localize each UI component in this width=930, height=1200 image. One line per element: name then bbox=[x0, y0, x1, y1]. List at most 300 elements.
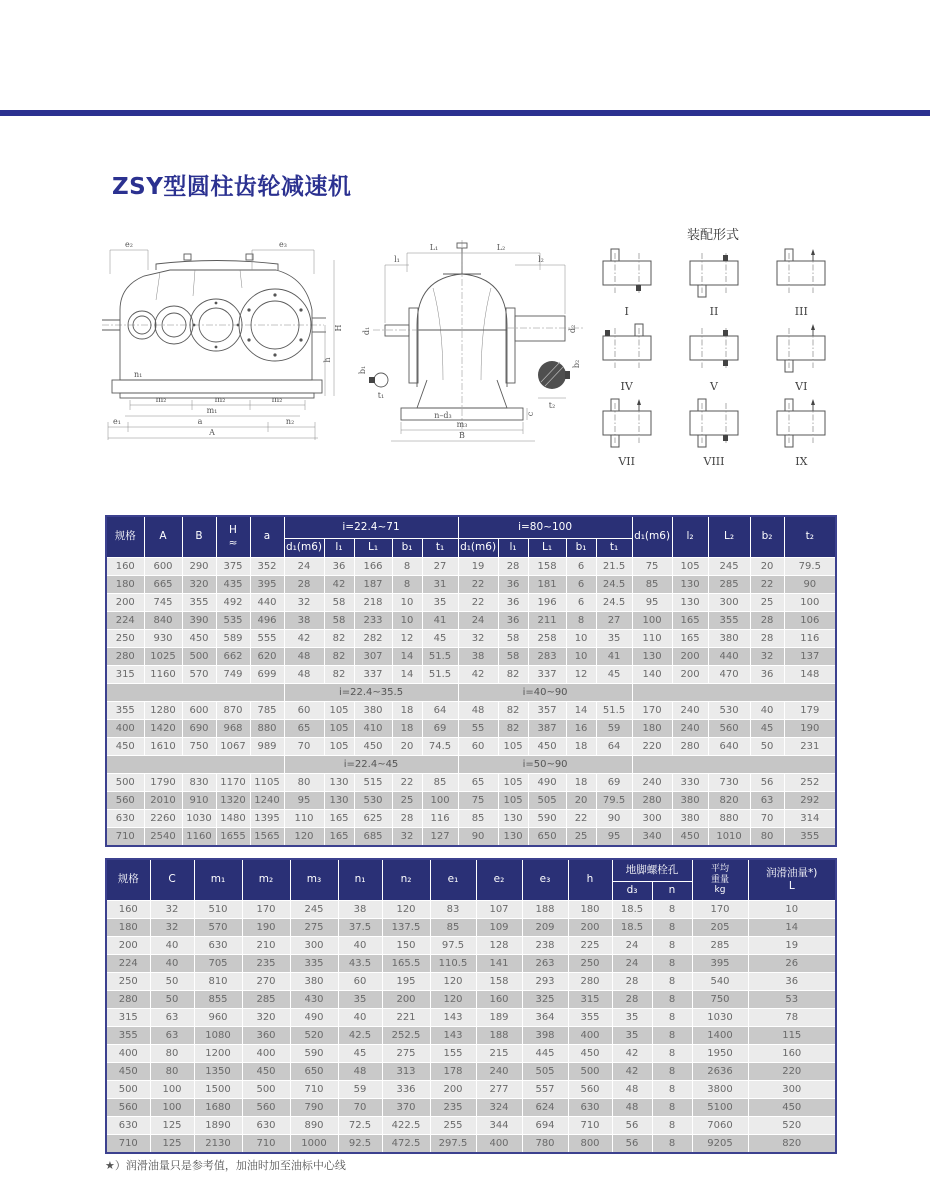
table-cell: 128 bbox=[476, 937, 522, 955]
table-cell: 65 bbox=[458, 774, 498, 792]
table-cell: 380 bbox=[708, 630, 750, 648]
table-cell: 8 bbox=[652, 937, 692, 955]
table-cell: 24 bbox=[612, 937, 652, 955]
table-cell: 8 bbox=[652, 1135, 692, 1154]
table-cell: 100 bbox=[422, 792, 458, 810]
table-cell: 8 bbox=[652, 991, 692, 1009]
table-cell: 32 bbox=[458, 630, 498, 648]
table-cell: 1610 bbox=[144, 738, 182, 756]
table-cell: 85 bbox=[430, 919, 476, 937]
table-cell: 210 bbox=[242, 937, 290, 955]
table-cell: 20 bbox=[750, 558, 784, 576]
table-cell: 48 bbox=[612, 1099, 652, 1117]
table-cell: 41 bbox=[422, 612, 458, 630]
table-cell: 395 bbox=[692, 955, 748, 973]
table-cell: 79.5 bbox=[596, 792, 632, 810]
table-cell: 70 bbox=[284, 738, 324, 756]
table-cell: 69 bbox=[596, 774, 632, 792]
table-cell: 78 bbox=[748, 1009, 836, 1027]
table-cell: 42 bbox=[612, 1045, 652, 1063]
table-cell: 40 bbox=[338, 1009, 382, 1027]
table-cell: 440 bbox=[708, 648, 750, 666]
table-cell: 58 bbox=[498, 648, 528, 666]
table-cell: 70 bbox=[338, 1099, 382, 1117]
dim-m2: m₂ bbox=[155, 395, 167, 404]
table-row bbox=[106, 558, 836, 576]
table-row bbox=[106, 738, 836, 756]
table-cell: 694 bbox=[522, 1117, 568, 1135]
table-cell: 630 bbox=[106, 1117, 150, 1135]
table-cell: 82 bbox=[498, 666, 528, 684]
table-cell bbox=[106, 756, 284, 774]
table-cell: 220 bbox=[632, 738, 672, 756]
table-cell bbox=[632, 756, 836, 774]
col-l1: l₁ bbox=[498, 539, 528, 558]
table-cell: 360 bbox=[242, 1027, 290, 1045]
col-group-i-22-71: i=22.4~71 bbox=[284, 516, 458, 539]
table-cell: 745 bbox=[144, 594, 182, 612]
table-row bbox=[106, 774, 836, 792]
ratio-subheader-row bbox=[106, 756, 836, 774]
table-cell: 387 bbox=[528, 720, 566, 738]
table-cell: 263 bbox=[522, 955, 568, 973]
table-cell: 5100 bbox=[692, 1099, 748, 1117]
table-cell: 450 bbox=[354, 738, 392, 756]
table-cell: 8 bbox=[566, 612, 596, 630]
table-cell: 375 bbox=[216, 558, 250, 576]
col-d1m6-out: d₁(m6) bbox=[632, 516, 672, 558]
table-cell: 1105 bbox=[250, 774, 284, 792]
table-cell: 280 bbox=[672, 738, 708, 756]
dimensions-table-2 bbox=[105, 858, 837, 1154]
table-cell: 336 bbox=[382, 1081, 430, 1099]
table-cell: i=40~90 bbox=[458, 684, 632, 702]
table-cell: 120 bbox=[382, 901, 430, 919]
table-cell: 221 bbox=[382, 1009, 430, 1027]
table-cell: 45 bbox=[422, 630, 458, 648]
table-cell: 422.5 bbox=[382, 1117, 430, 1135]
table-cell: 505 bbox=[528, 792, 566, 810]
table-cell: 105 bbox=[498, 774, 528, 792]
table-cell: 28 bbox=[750, 612, 784, 630]
table-cell: 165 bbox=[672, 630, 708, 648]
table-cell: 240 bbox=[632, 774, 672, 792]
table-cell: 8 bbox=[652, 1099, 692, 1117]
table-cell: 630 bbox=[194, 937, 242, 955]
table-cell: 280 bbox=[632, 792, 672, 810]
assembly-form-label: VI bbox=[795, 380, 808, 393]
table-cell: 45 bbox=[596, 666, 632, 684]
table-cell: 180 bbox=[106, 919, 150, 937]
table-cell: 492 bbox=[216, 594, 250, 612]
table-cell: 45 bbox=[338, 1045, 382, 1063]
table-row bbox=[106, 1027, 836, 1045]
table-row bbox=[106, 955, 836, 973]
table-cell: 662 bbox=[216, 648, 250, 666]
table-cell: 710 bbox=[568, 1117, 612, 1135]
table-cell: 2540 bbox=[144, 828, 182, 847]
table-cell: 188 bbox=[522, 901, 568, 919]
dim-m2: m₂ bbox=[271, 395, 283, 404]
col-H: H ≈ bbox=[216, 516, 250, 558]
table-cell: 58 bbox=[324, 594, 354, 612]
table-cell: 450 bbox=[748, 1099, 836, 1117]
assembly-form-II bbox=[675, 246, 752, 317]
table-cell: 7060 bbox=[692, 1117, 748, 1135]
table-cell: 31 bbox=[422, 576, 458, 594]
table-cell: 116 bbox=[784, 630, 836, 648]
table-cell: 38 bbox=[338, 901, 382, 919]
table-cell: 32 bbox=[750, 648, 784, 666]
table-cell: 20 bbox=[392, 738, 422, 756]
table-cell: 72.5 bbox=[338, 1117, 382, 1135]
table-cell: 75 bbox=[632, 558, 672, 576]
table-cell: 85 bbox=[458, 810, 498, 828]
table-cell: 530 bbox=[708, 702, 750, 720]
table-cell: 180 bbox=[106, 576, 144, 594]
table-cell: 530 bbox=[354, 792, 392, 810]
assembly-form-icon bbox=[681, 321, 747, 377]
col-t1: t₁ bbox=[422, 539, 458, 558]
table-cell: 165 bbox=[672, 612, 708, 630]
table-cell: 155 bbox=[430, 1045, 476, 1063]
table-cell: 130 bbox=[324, 774, 354, 792]
table-cell: 355 bbox=[568, 1009, 612, 1027]
table-cell: 357 bbox=[528, 702, 566, 720]
table-cell: 355 bbox=[106, 1027, 150, 1045]
dim-A: A bbox=[209, 428, 215, 437]
table-cell: 390 bbox=[182, 612, 216, 630]
table-cell: 22 bbox=[750, 576, 784, 594]
table-cell: 380 bbox=[672, 810, 708, 828]
col-n2: n₂ bbox=[382, 859, 430, 901]
table-cell: 224 bbox=[106, 612, 144, 630]
table-cell: 500 bbox=[106, 774, 144, 792]
table-cell: 56 bbox=[750, 774, 784, 792]
table-cell: 165 bbox=[324, 810, 354, 828]
table-cell: 195 bbox=[382, 973, 430, 991]
table-cell: 196 bbox=[528, 594, 566, 612]
table-cell: 555 bbox=[250, 630, 284, 648]
table-cell: 189 bbox=[476, 1009, 522, 1027]
assembly-form-icon bbox=[594, 246, 660, 302]
table-cell: 25 bbox=[750, 594, 784, 612]
dimensions-table-1 bbox=[105, 515, 837, 847]
table-cell: 130 bbox=[672, 594, 708, 612]
table-cell: 400 bbox=[106, 720, 144, 738]
footnote: ★）润滑油量只是参考值，加油时加至油标中心线 bbox=[105, 1159, 346, 1172]
assembly-form-icon bbox=[594, 396, 660, 452]
table-cell: 1950 bbox=[692, 1045, 748, 1063]
table-cell: 8 bbox=[392, 558, 422, 576]
dim-m2: m₂ bbox=[214, 395, 226, 404]
table-cell: 590 bbox=[290, 1045, 338, 1063]
table-cell: 105 bbox=[324, 702, 354, 720]
col-L1: L₁ bbox=[354, 539, 392, 558]
ratio-subheader-row bbox=[106, 684, 836, 702]
table-cell: 1890 bbox=[194, 1117, 242, 1135]
table-cell: 355 bbox=[784, 828, 836, 847]
table-cell: 24 bbox=[284, 558, 324, 576]
col-m3: m₃ bbox=[290, 859, 338, 901]
table-cell: 80 bbox=[750, 828, 784, 847]
table-cell: 42.5 bbox=[338, 1027, 382, 1045]
table-cell: 218 bbox=[354, 594, 392, 612]
assembly-form-label: V bbox=[710, 380, 718, 393]
table-cell: 589 bbox=[216, 630, 250, 648]
table-cell: 510 bbox=[194, 901, 242, 919]
table-cell: 60 bbox=[338, 973, 382, 991]
table-cell: 1790 bbox=[144, 774, 182, 792]
table-cell: 209 bbox=[522, 919, 568, 937]
dim-L1: L₁ bbox=[429, 243, 439, 252]
table-cell: 472.5 bbox=[382, 1135, 430, 1154]
table-cell: 35 bbox=[422, 594, 458, 612]
assembly-forms-grid bbox=[588, 246, 840, 467]
table-cell: 300 bbox=[708, 594, 750, 612]
table-cell: 225 bbox=[568, 937, 612, 955]
table-cell: 125 bbox=[150, 1135, 194, 1154]
table-cell: 82 bbox=[324, 630, 354, 648]
table-cell: 2010 bbox=[144, 792, 182, 810]
table-cell: 85 bbox=[632, 576, 672, 594]
table-cell: 300 bbox=[748, 1081, 836, 1099]
assembly-form-III bbox=[763, 246, 840, 317]
table-cell: 9205 bbox=[692, 1135, 748, 1154]
table-cell: 560 bbox=[568, 1081, 612, 1099]
col-h: h bbox=[568, 859, 612, 901]
table-cell: 470 bbox=[708, 666, 750, 684]
col-L1: L₁ bbox=[528, 539, 566, 558]
assembly-form-label: VII bbox=[618, 455, 635, 468]
table-cell: 36 bbox=[498, 612, 528, 630]
table-cell: 337 bbox=[528, 666, 566, 684]
table-cell: 6 bbox=[566, 576, 596, 594]
table-cell: 320 bbox=[242, 1009, 290, 1027]
table-cell: 710 bbox=[242, 1135, 290, 1154]
table-cell: 960 bbox=[194, 1009, 242, 1027]
table-cell: 435 bbox=[216, 576, 250, 594]
table-cell: 560 bbox=[106, 1099, 150, 1117]
table-cell: 24.5 bbox=[596, 576, 632, 594]
table-cell: 8 bbox=[392, 576, 422, 594]
table-cell: 790 bbox=[290, 1099, 338, 1117]
table-cell: 344 bbox=[476, 1117, 522, 1135]
table-cell: 355 bbox=[106, 702, 144, 720]
table-cell: 300 bbox=[290, 937, 338, 955]
table-cell: 110.5 bbox=[430, 955, 476, 973]
table-cell: 1010 bbox=[708, 828, 750, 847]
table-cell: 840 bbox=[144, 612, 182, 630]
table-cell: 560 bbox=[106, 792, 144, 810]
top-rule bbox=[0, 110, 930, 116]
table-cell: 870 bbox=[216, 702, 250, 720]
table-cell: 28 bbox=[750, 630, 784, 648]
table-cell: 51.5 bbox=[422, 648, 458, 666]
table-cell: 750 bbox=[182, 738, 216, 756]
table-cell: 624 bbox=[522, 1099, 568, 1117]
table-cell: 55 bbox=[458, 720, 498, 738]
table-cell: 1030 bbox=[692, 1009, 748, 1027]
table-cell: 148 bbox=[784, 666, 836, 684]
table-cell: 285 bbox=[708, 576, 750, 594]
table-cell: 35 bbox=[612, 1009, 652, 1027]
table-cell: 59 bbox=[596, 720, 632, 738]
dim-l2: l₂ bbox=[538, 255, 544, 264]
table-cell: 315 bbox=[568, 991, 612, 1009]
dim-e2: e₂ bbox=[125, 240, 133, 249]
table-cell: 400 bbox=[568, 1027, 612, 1045]
table-cell: 400 bbox=[476, 1135, 522, 1154]
table-cell: 500 bbox=[242, 1081, 290, 1099]
col-b2: b₂ bbox=[750, 516, 784, 558]
table-cell: 520 bbox=[748, 1117, 836, 1135]
table-cell: 105 bbox=[324, 720, 354, 738]
table-cell: 36 bbox=[324, 558, 354, 576]
dim-m1: m₁ bbox=[206, 406, 218, 415]
table-cell: 16 bbox=[566, 720, 596, 738]
table-cell: 36 bbox=[750, 666, 784, 684]
table-cell: 170 bbox=[242, 901, 290, 919]
table-cell: 240 bbox=[672, 702, 708, 720]
table-cell: 12 bbox=[566, 666, 596, 684]
table-cell: 1480 bbox=[216, 810, 250, 828]
table-cell: 320 bbox=[182, 576, 216, 594]
table-cell: 21.5 bbox=[596, 558, 632, 576]
table-cell: 200 bbox=[106, 937, 150, 955]
table-cell: 300 bbox=[632, 810, 672, 828]
table-cell: 165.5 bbox=[382, 955, 430, 973]
table-cell: 630 bbox=[106, 810, 144, 828]
table-cell: 42 bbox=[612, 1063, 652, 1081]
table-cell: 95 bbox=[596, 828, 632, 847]
table-cell: 40 bbox=[338, 937, 382, 955]
assembly-form-icon bbox=[681, 396, 747, 452]
table-cell: 19 bbox=[748, 937, 836, 955]
table-cell: 190 bbox=[242, 919, 290, 937]
table-cell: 32 bbox=[150, 901, 194, 919]
col-A: A bbox=[144, 516, 182, 558]
table-cell: 8 bbox=[652, 1027, 692, 1045]
table-cell: i=22.4~35.5 bbox=[284, 684, 458, 702]
table-cell: 231 bbox=[784, 738, 836, 756]
table-cell: 450 bbox=[672, 828, 708, 847]
table-cell: 370 bbox=[382, 1099, 430, 1117]
table-cell: 24 bbox=[612, 955, 652, 973]
table-cell: 450 bbox=[568, 1045, 612, 1063]
table-cell: 42 bbox=[324, 576, 354, 594]
table-cell: 110 bbox=[632, 630, 672, 648]
table-cell: 710 bbox=[106, 828, 144, 847]
table-row bbox=[106, 576, 836, 594]
table-cell: 250 bbox=[106, 630, 144, 648]
table-cell: 557 bbox=[522, 1081, 568, 1099]
table-cell: 80 bbox=[284, 774, 324, 792]
table-cell: 297.5 bbox=[430, 1135, 476, 1154]
table-cell: 127 bbox=[422, 828, 458, 847]
table-cell: 8 bbox=[652, 1063, 692, 1081]
table-cell: 51.5 bbox=[596, 702, 632, 720]
table-cell: 105 bbox=[324, 738, 354, 756]
table-cell: 97.5 bbox=[430, 937, 476, 955]
assembly-form-I bbox=[588, 246, 665, 317]
table-cell: 450 bbox=[106, 1063, 150, 1081]
dim-t1: t₁ bbox=[377, 391, 385, 400]
table-cell: 10 bbox=[748, 901, 836, 919]
table-cell: 560 bbox=[708, 720, 750, 738]
table-cell: 160 bbox=[106, 558, 144, 576]
table-cell: 830 bbox=[182, 774, 216, 792]
table-cell: 150 bbox=[382, 937, 430, 955]
side-view-drawing bbox=[355, 230, 595, 455]
table-cell: 79.5 bbox=[784, 558, 836, 576]
table-cell: 855 bbox=[194, 991, 242, 1009]
table-cell: 750 bbox=[692, 991, 748, 1009]
table-cell: 12 bbox=[392, 630, 422, 648]
table-cell: 1500 bbox=[194, 1081, 242, 1099]
table-cell: 143 bbox=[430, 1027, 476, 1045]
table-cell: 65 bbox=[284, 720, 324, 738]
dim-h: h bbox=[323, 357, 332, 363]
table-cell: 22 bbox=[458, 576, 498, 594]
table-cell: 1000 bbox=[290, 1135, 338, 1154]
assembly-form-icon bbox=[768, 321, 834, 377]
col-m1: m₁ bbox=[194, 859, 242, 901]
table-cell: 160 bbox=[106, 901, 150, 919]
assembly-form-icon bbox=[594, 321, 660, 377]
table-cell: 200 bbox=[568, 919, 612, 937]
table-cell: 82 bbox=[498, 702, 528, 720]
table-cell: 930 bbox=[144, 630, 182, 648]
table-cell: 14 bbox=[392, 648, 422, 666]
table-cell: 14 bbox=[392, 666, 422, 684]
table-cell: 8 bbox=[652, 1081, 692, 1099]
table-cell: 910 bbox=[182, 792, 216, 810]
assembly-form-V bbox=[675, 321, 752, 392]
table-cell: 324 bbox=[476, 1099, 522, 1117]
table-cell: 59 bbox=[338, 1081, 382, 1099]
table-row bbox=[106, 1117, 836, 1135]
table-cell: 749 bbox=[216, 666, 250, 684]
table-cell: 250 bbox=[106, 973, 150, 991]
table-cell: 780 bbox=[522, 1135, 568, 1154]
assembly-form-label: III bbox=[794, 305, 808, 318]
table-cell: 75 bbox=[458, 792, 498, 810]
table-cell: 40 bbox=[150, 937, 194, 955]
table-cell: 314 bbox=[784, 810, 836, 828]
assembly-form-VI bbox=[763, 321, 840, 392]
table-cell: 238 bbox=[522, 937, 568, 955]
table-cell: 200 bbox=[672, 666, 708, 684]
table-cell: 211 bbox=[528, 612, 566, 630]
table-row bbox=[106, 720, 836, 738]
table-cell: 37.5 bbox=[338, 919, 382, 937]
table-cell: 90 bbox=[458, 828, 498, 847]
assembly-form-IV bbox=[588, 321, 665, 392]
col-d1m6: d₁(m6) bbox=[458, 539, 498, 558]
table-cell: 280 bbox=[568, 973, 612, 991]
table-cell: 22 bbox=[458, 594, 498, 612]
table-cell: 38 bbox=[284, 612, 324, 630]
table-cell: 3800 bbox=[692, 1081, 748, 1099]
table-cell: 395 bbox=[250, 576, 284, 594]
table-cell: 63 bbox=[150, 1009, 194, 1027]
table-cell: 313 bbox=[382, 1063, 430, 1081]
table-cell: 130 bbox=[498, 828, 528, 847]
table-cell: 158 bbox=[528, 558, 566, 576]
table-cell: 42 bbox=[458, 666, 498, 684]
table-cell: 880 bbox=[250, 720, 284, 738]
